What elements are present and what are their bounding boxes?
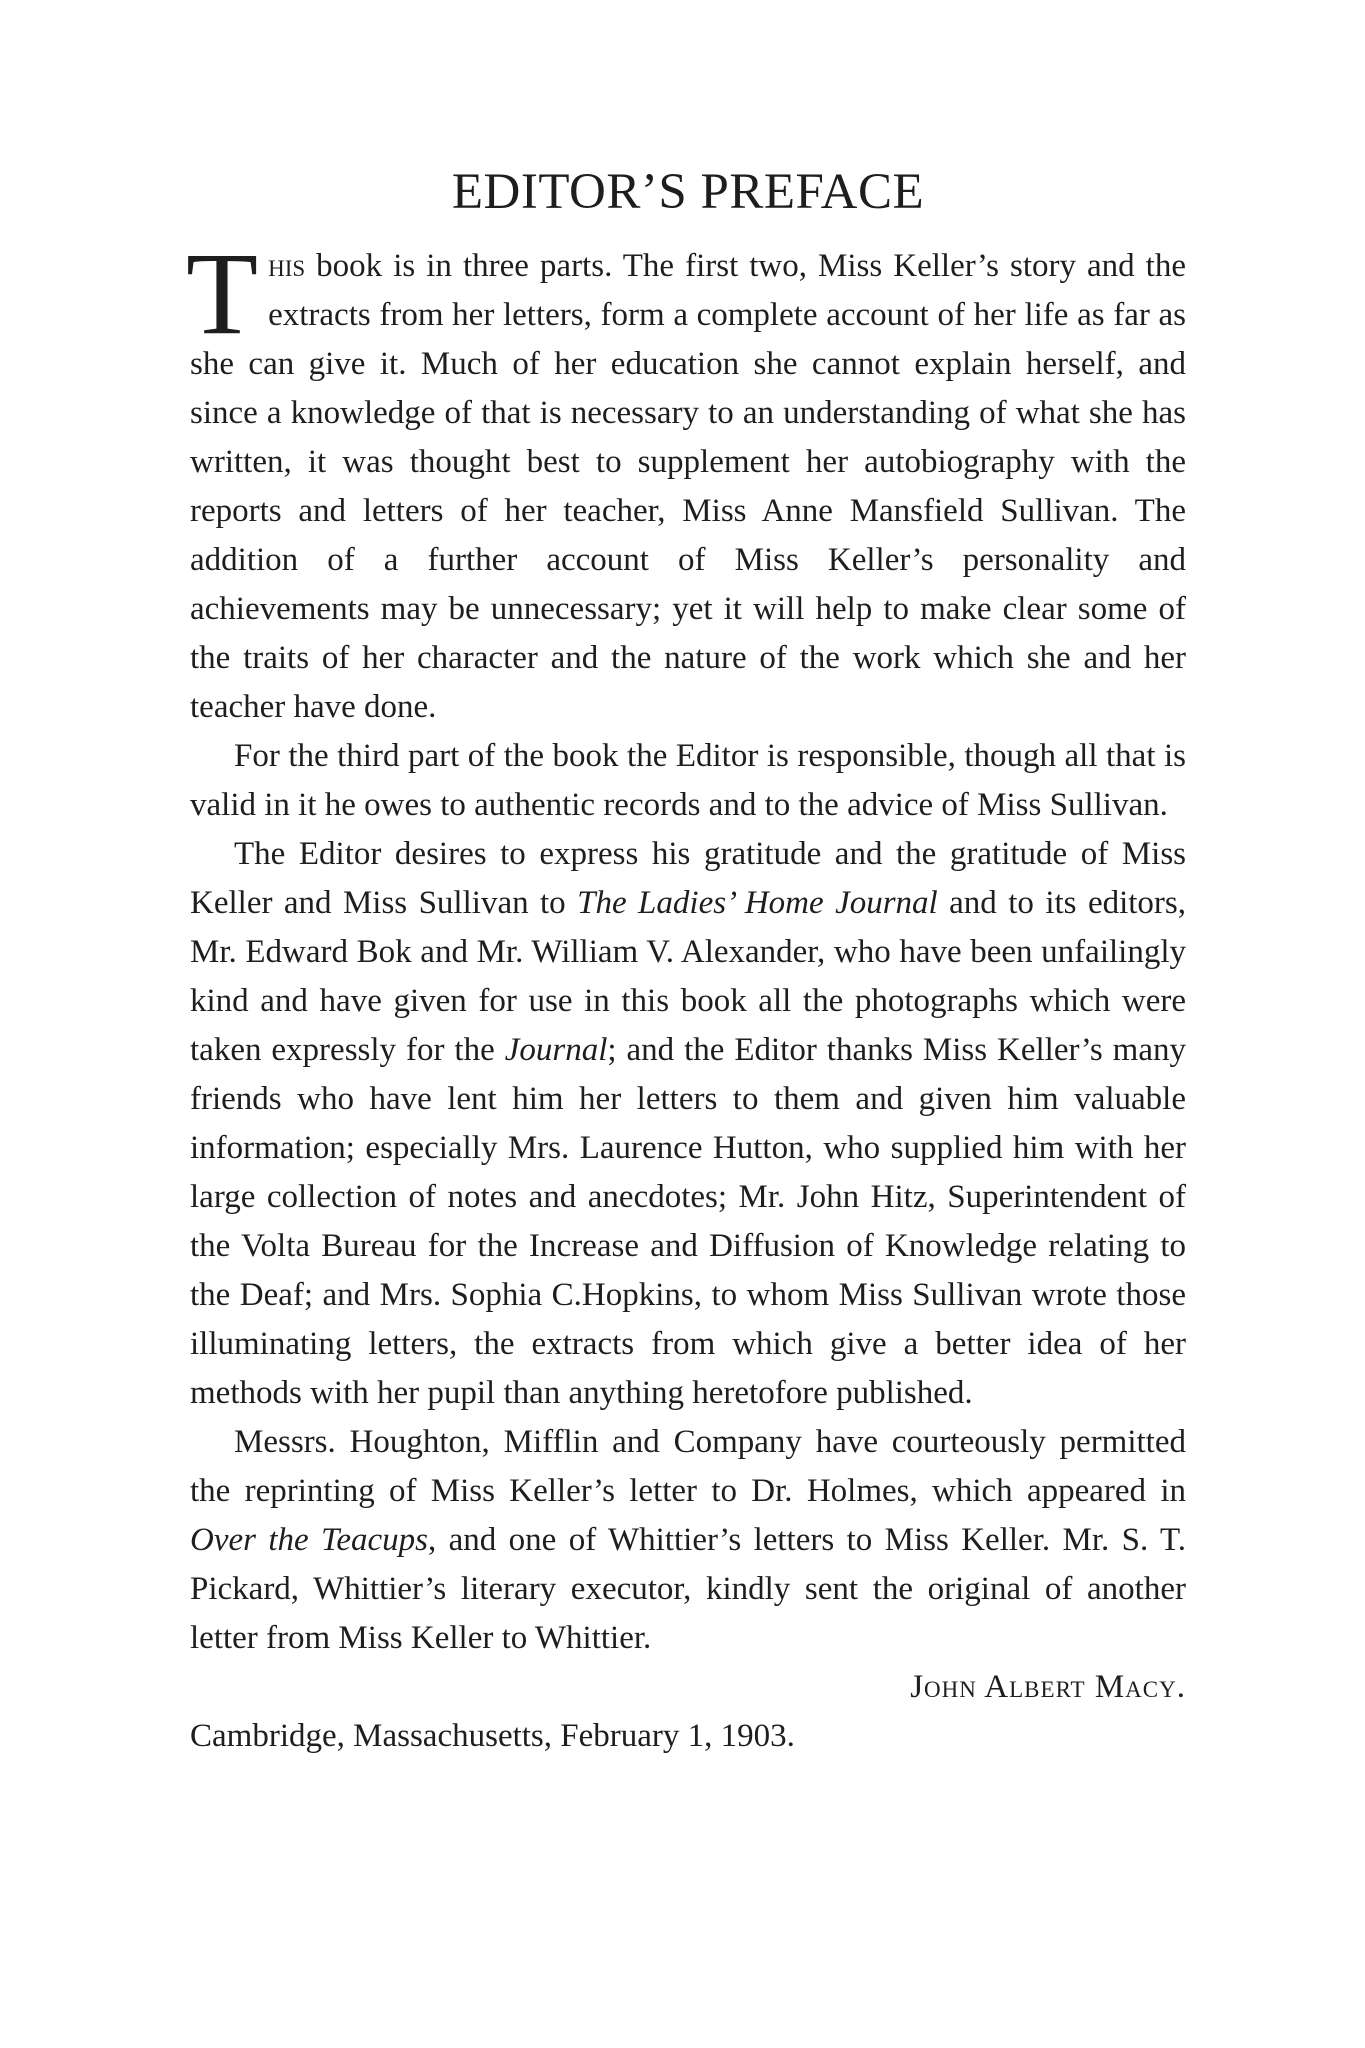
journal-short-title: Journal — [504, 1032, 608, 1068]
book-title: Over the Teacups — [190, 1522, 429, 1558]
preface-page — [186, 150, 1187, 1761]
paragraph-2: For the third part of the book the Editor is responsible, though all that is valid in it he owes to authentic records and to the advice of Miss Sullivan. — [190, 738, 1186, 823]
paragraph-1-text: book is in three parts. The first two, Miss Keller’s story and the extracts from her letters, form a complete account of her life as far as she can give it. Much of her education she cannot explain herself, and since a knowledge of that is necessary to an understanding of what she has written, it was thought best to supplement her autobiography with the reports and letters of her teacher, Miss Anne Mansfield Sullivan. The addition of a further account of Miss Keller’s personality and achievements may be unnecessary; yet it will help to make clear some of the traits of her character and the nature of the work which she and her teacher have done. — [190, 248, 1186, 725]
paragraph-4-text-b: , and one of Whittier’s letters to Miss Keller. Mr. S. T. Pickard, Whittier’s literary executor, kindly sent the original of another letter from Miss Keller to Whittier. — [190, 1522, 1186, 1656]
journal-title: The Ladies’ Home Journal — [577, 885, 938, 921]
paragraph-3-text-a: The Editor desires to express his gratitude and the gratitude of Miss Keller and Miss Sullivan to — [190, 836, 1186, 921]
place-date: Cambridge, Massachusetts, February 1, 1903. — [190, 1718, 795, 1754]
paragraph-4 — [190, 1418, 1186, 1663]
paragraph-3-text-c: ; and the Editor thanks Miss Keller’s many friends who have lent him her letters to them and given him valuable information; especially Mrs. Laurence Hutton, who supplied him with her large collection of notes and anecdotes; Mr. John Hitz, Superintendent of the Volta Bureau for the Increase and Diffusion of Knowledge relating to the Deaf; and Mrs. Sophia C.Hopkins, to whom Miss Sullivan wrote those illuminating letters, the extracts from which give a better idea of her methods with her pupil than anything heretofore published. — [190, 1032, 1186, 1411]
paragraph-1 — [186, 228, 1186, 732]
paragraph-3-text-b: and to its editors, Mr. Edward Bok and Mr. William V. Alexander, who have been unfailingly kind and have given for use in this book all the photographs which were taken expressly for the — [190, 885, 1187, 1068]
page-title: EDITOR’S PREFACE — [451, 164, 925, 220]
drop-cap: T — [186, 228, 259, 359]
signature: John Albert Macy. — [910, 1669, 1186, 1705]
paragraph-3 — [190, 830, 1186, 1418]
small-caps-lead: his — [268, 248, 306, 284]
paragraph-4-text-a: Messrs. Houghton, Mifflin and Company have courteously permitted the reprinting of Miss Keller’s letter to Dr. Holmes, which appeared in — [190, 1424, 1186, 1509]
